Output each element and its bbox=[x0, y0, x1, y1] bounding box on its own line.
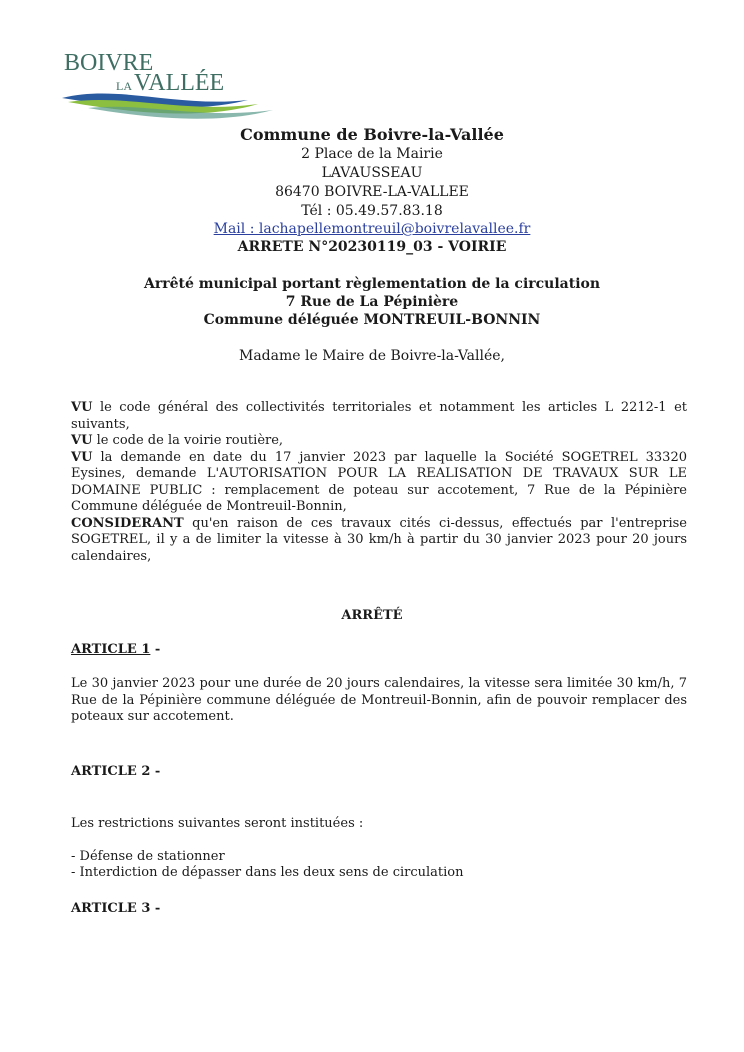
logo-line2: VALLÉE bbox=[134, 70, 225, 96]
article-2-item: - Interdiction de dépasser dans les deux sens de circulation bbox=[71, 865, 464, 880]
article-1-text: Le 30 janvier 2023 pour une durée de 20 jours calendaires, la vitesse sera limitée 30 km/h, 7 Rue de la Pépinière commune déléguée de Montreuil-Bonnin, afin de pouvoir remplacer des poteaux sur accotement. bbox=[71, 676, 687, 724]
article-1-heading: ARTICLE 1 - bbox=[71, 642, 161, 657]
article-2-item: - Défense de stationner bbox=[71, 849, 225, 864]
article-3-heading: ARTICLE 3 - bbox=[71, 901, 161, 916]
arrete-number: ARRETE N°20230119_03 - VOIRIE bbox=[237, 239, 507, 255]
title-line2: 7 Rue de La Pépinière bbox=[285, 294, 459, 310]
address-line2: LAVAUSSEAU bbox=[321, 165, 423, 181]
vu-paragraph: VU le code général des collectivités territoriales et notamment les articles L 2212-1 et suivants, bbox=[71, 400, 687, 432]
mail-link[interactable]: Mail : lachapellemontreuil@boivrelavallee.fr bbox=[213, 221, 531, 237]
logo-line2-small: LA bbox=[116, 79, 132, 93]
article-2-heading: ARTICLE 2 - bbox=[71, 764, 161, 779]
vu-paragraph: VU la demande en date du 17 janvier 2023 par laquelle la Société SOGETREL 33320 Eysines, demande L'AUTORISATION POUR LA REALISATION DE TRAVAUX SUR LE DOMAINE PUBLIC : remplacement de poteau sur accotement, 7 Rue de la Pépinière Commune déléguée de Montreuil-Bonnin, bbox=[71, 449, 687, 514]
telephone: Tél : 05.49.57.83.18 bbox=[301, 203, 443, 219]
document-title bbox=[0, 275, 744, 329]
boivre-la-vallee-logo bbox=[58, 40, 278, 130]
logo-line1: BOIVRE bbox=[64, 50, 154, 76]
address-line1: 2 Place de la Mairie bbox=[301, 146, 443, 162]
considerant-paragraph: CONSIDERANT qu'en raison de ces travaux cités ci-dessus, effectués par l'entreprise SOGETREL, il y a de limiter la vitesse à 30 km/h à partir du 30 janvier 2023 pour 20 jours calendaires, bbox=[71, 515, 687, 564]
vu-block bbox=[71, 400, 687, 565]
article-2-intro: Les restrictions suivantes seront instituées : bbox=[71, 816, 364, 831]
vu-paragraph: VU le code de la voirie routière, bbox=[71, 433, 284, 448]
logo-graphic bbox=[58, 40, 278, 130]
commune-name: Commune de Boivre-la-Vallée bbox=[240, 125, 504, 144]
address-line3: 86470 BOIVRE-LA-VALLEE bbox=[275, 184, 469, 200]
title-line1: Arrêté municipal portant règlementation de la circulation bbox=[143, 276, 601, 292]
title-line3: Commune déléguée MONTREUIL-BONNIN bbox=[203, 312, 541, 328]
arrete-heading: ARRÊTÉ bbox=[341, 608, 403, 623]
madame-line: Madame le Maire de Boivre-la-Vallée, bbox=[239, 348, 505, 364]
